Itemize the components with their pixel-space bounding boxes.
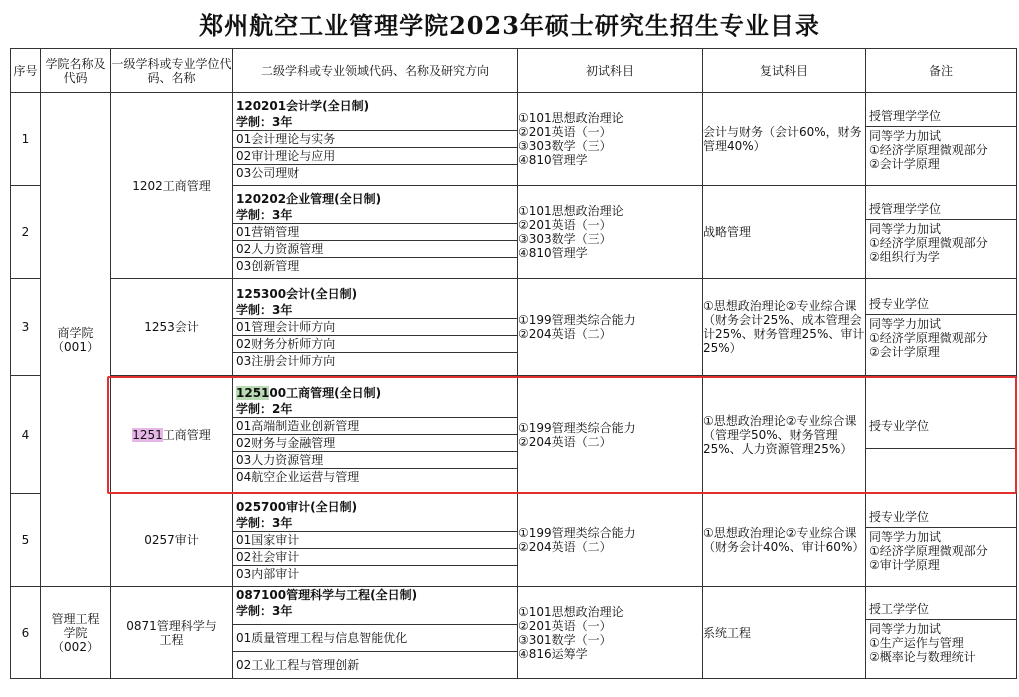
direction-item: 02工业工程与管理创新 [233, 651, 517, 678]
exam-item: ②204英语（二） [518, 434, 612, 449]
direction-item: 01国家审计 [233, 531, 517, 548]
degree-type: 授工学学位 [866, 599, 1016, 620]
retest-subjects: 系统工程 [703, 587, 866, 679]
table-row [11, 279, 1017, 376]
major-duration: 学制：3年 [236, 207, 293, 222]
direction-item: 01营销管理 [233, 223, 517, 240]
row-seq: 3 [11, 279, 41, 376]
exam-item: ①101思想政治理论 [518, 604, 624, 619]
page-title: 郑州航空工业管理学院2023年硕士研究生招生专业目录 [199, 11, 820, 40]
note-line: ①经济学原理微观部分 [869, 142, 988, 157]
header-second-level: 二级学科或专业领域代码、名称及研究方向 [233, 49, 518, 93]
degree-type: 授管理学学位 [866, 199, 1016, 220]
note-line: ①经济学原理微观部分 [869, 235, 988, 250]
exam-item: ①199管理类综合能力 [518, 313, 636, 327]
second-level-cell [233, 93, 518, 186]
prelim-exams [518, 587, 703, 679]
retest-subjects: 会计与财务（会计60%，财务管理40%） [703, 93, 866, 186]
header-seq: 序号 [11, 49, 41, 93]
major-name: 125300会计(全日制) [236, 286, 358, 301]
second-level-cell [233, 279, 518, 376]
degree-type: 授专业学位 [866, 294, 1016, 315]
direction-item: 03注册会计师方向 [233, 352, 517, 369]
note-line: ②会计学原理 [869, 344, 940, 359]
exam-item: ①101思想政治理论 [518, 111, 624, 125]
note-line: ①经济学原理微观部分 [869, 543, 988, 558]
exam-item: ②201英语（一） [518, 618, 612, 633]
prelim-exams [518, 93, 703, 186]
note-line: ②审计学原理 [869, 557, 940, 572]
exam-item: ③303数学（三） [518, 139, 612, 153]
row-seq: 4 [11, 376, 41, 494]
remarks-cell [866, 376, 1017, 494]
retest-subjects: ①思想政治理论②专业综合课（财务会计40%、审计60%） [703, 494, 866, 587]
direction-item: 02审计理论与应用 [233, 147, 517, 164]
note-line: ①生产运作与管理 [869, 636, 964, 650]
exam-item: ①101思想政治理论 [518, 204, 624, 218]
first-level-0257: 0257审计 [111, 494, 233, 587]
note-line: ①经济学原理微观部分 [869, 330, 988, 345]
first-level-0871: 0871管理科学与工程 [111, 587, 233, 679]
direction-item: 01会计理论与实务 [233, 130, 517, 147]
first-level-name: 工商管理 [162, 427, 211, 442]
exam-item: ①199管理类综合能力 [518, 526, 636, 540]
retest-subjects: 战略管理 [703, 186, 866, 279]
note-line: 同等学力加试 [869, 128, 942, 143]
major-duration: 学制：3年 [236, 302, 293, 317]
direction-item: 01高端制造业创新管理 [233, 417, 517, 434]
second-level-cell [233, 186, 518, 279]
header-first-level: 一级学科或专业学位代码、名称 [111, 49, 233, 93]
direction-item: 02财务分析师方向 [233, 335, 517, 352]
second-level-cell [233, 587, 518, 679]
table-row [11, 587, 1017, 679]
first-level-1253: 1253会计 [111, 279, 233, 376]
table-row [11, 93, 1017, 186]
note-line: ②会计学原理 [869, 156, 940, 171]
major-duration: 学制：3年 [236, 114, 293, 129]
prelim-exams [518, 186, 703, 279]
note-line: 同等学力加试 [869, 622, 942, 636]
header-prelim: 初试科目 [518, 49, 703, 93]
direction-item: 02财务与金融管理 [233, 434, 517, 451]
degree-type: 授管理学学位 [866, 106, 1016, 127]
prelim-exams [518, 494, 703, 587]
exam-item: ②201英语（一） [518, 218, 612, 232]
direction-item: 02社会审计 [233, 548, 517, 565]
direction-item: 01管理会计师方向 [233, 318, 517, 335]
second-level-cell [233, 494, 518, 587]
row-seq: 2 [11, 186, 41, 279]
remarks-cell [866, 494, 1017, 587]
first-level-1251 [111, 376, 233, 494]
note-line: 同等学力加试 [869, 529, 942, 544]
major-name: 120202企业管理(全日制) [236, 191, 382, 206]
major-name: 125100工商管理(全日制) [236, 385, 382, 400]
remarks-cell [866, 186, 1017, 279]
remarks-cell [866, 279, 1017, 376]
row-seq: 6 [11, 587, 41, 679]
note-line: 同等学力加试 [869, 221, 942, 236]
major-duration: 学制：2年 [236, 401, 293, 416]
major-duration: 学制：3年 [236, 515, 293, 530]
exam-item: ②204英语（二） [518, 540, 612, 554]
exam-item: ②204英语（二） [518, 327, 612, 341]
exam-item: ④810管理学 [518, 246, 588, 260]
degree-type: 授专业学位 [866, 507, 1016, 528]
major-name: 120201会计学(全日制) [236, 98, 370, 113]
direction-item: 03人力资源管理 [233, 451, 517, 468]
direction-item: 01质量管理工程与信息智能优化 [233, 624, 517, 651]
remarks-cell [866, 587, 1017, 679]
direction-item: 02人力资源管理 [233, 240, 517, 257]
exam-item: ③303数学（三） [518, 232, 612, 246]
exam-item: ④816运筹学 [518, 646, 588, 661]
direction-item: 03创新管理 [233, 257, 517, 274]
retest-subjects: ①思想政治理论②专业综合课（财务会计25%、成本管理会计25%、财务管理25%、审计25%） [703, 279, 866, 376]
row-seq: 5 [11, 494, 41, 587]
catalog-table [10, 48, 1017, 679]
prelim-exams [518, 279, 703, 376]
table-row [11, 376, 1017, 494]
note-line: ②概率论与数理统计 [869, 650, 976, 664]
direction-item: 03公司理财 [233, 164, 517, 181]
major-name: 025700审计(全日制) [236, 499, 358, 514]
note-line: 同等学力加试 [869, 316, 942, 331]
header-retest: 复试科目 [703, 49, 866, 93]
prelim-exams [518, 376, 703, 494]
degree-type: 授专业学位 [866, 416, 1016, 449]
header-college: 学院名称及代码 [41, 49, 111, 93]
second-level-cell [233, 376, 518, 494]
exam-item: ②201英语（一） [518, 125, 612, 139]
table-header-row [11, 49, 1017, 93]
college-mgmt: 管理工程学院（002） [41, 587, 111, 679]
college-business: 商学院（001） [41, 93, 111, 587]
exam-item: ③301数学（一） [518, 632, 612, 647]
table-row [11, 494, 1017, 587]
exam-item: ④810管理学 [518, 153, 588, 167]
highlight-code: 1251 [236, 385, 270, 400]
major-duration: 学制：3年 [236, 604, 293, 618]
exam-item: ①199管理类综合能力 [518, 420, 636, 435]
note-line: ②组织行为学 [869, 249, 940, 264]
remarks-cell [866, 93, 1017, 186]
row-seq: 1 [11, 93, 41, 186]
header-remarks: 备注 [866, 49, 1017, 93]
retest-subjects: ①思想政治理论②专业综合课（管理学50%、财务管理25%、人力资源管理25%） [703, 376, 866, 494]
first-level-1202: 1202工商管理 [111, 93, 233, 279]
highlight-code: 1251 [132, 427, 163, 442]
direction-item: 03内部审计 [233, 565, 517, 582]
major-name: 087100管理科学与工程(全日制) [236, 588, 418, 602]
direction-item: 04航空企业运营与管理 [233, 468, 517, 485]
